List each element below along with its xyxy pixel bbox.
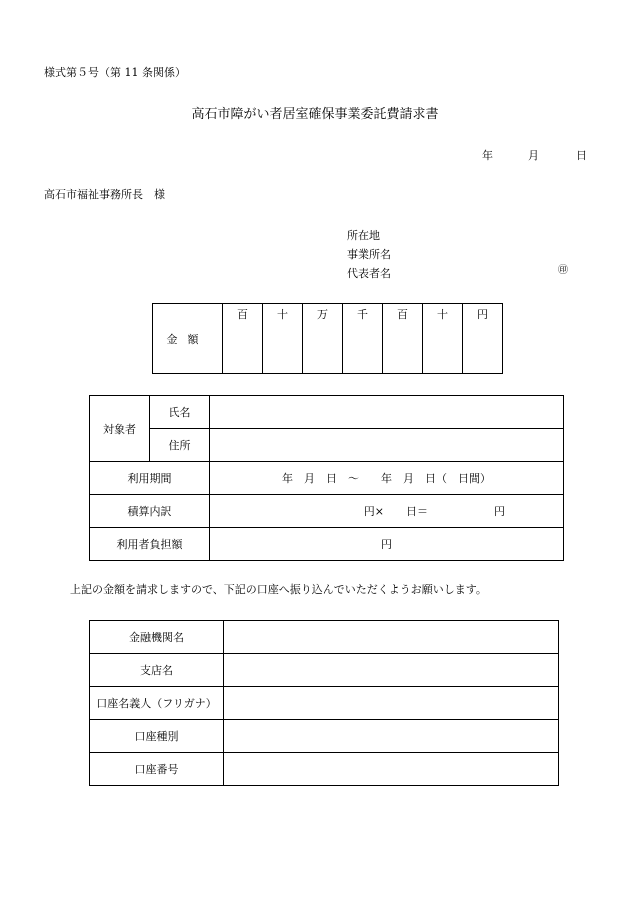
addressee: 高石市福祉事務所長 様 <box>44 188 165 201</box>
date-year-label: 年 <box>482 149 493 162</box>
amount-digit-ten-thousand-ten[interactable]: 十 <box>263 304 303 374</box>
bank-account-table <box>89 620 559 786</box>
amount-digit-ten[interactable]: 十 <box>423 304 463 374</box>
amount-digit-hundred-thousand[interactable]: 百 <box>223 304 263 374</box>
address-field[interactable] <box>210 429 564 462</box>
account-holder-label: 口座名義人（フリガナ） <box>90 687 224 720</box>
applicant-business-name-label: 事業所名 <box>347 248 391 261</box>
document-title: 高石市障がい者居室確保事業委託費請求書 <box>191 107 439 122</box>
name-field[interactable] <box>210 396 564 429</box>
address-label: 住所 <box>150 429 210 462</box>
account-type-field[interactable] <box>224 720 559 753</box>
branch-name-label: 支店名 <box>90 654 224 687</box>
account-holder-field[interactable] <box>224 687 559 720</box>
info-table <box>89 395 564 561</box>
account-number-field[interactable] <box>224 753 559 786</box>
branch-name-field[interactable] <box>224 654 559 687</box>
target-person-label: 対象者 <box>90 396 150 462</box>
amount-digit-ten-thousand[interactable]: 万 <box>303 304 343 374</box>
name-label: 氏名 <box>150 396 210 429</box>
applicant-address-label: 所在地 <box>347 229 380 242</box>
date-month-label: 月 <box>528 149 539 162</box>
bank-name-label: 金融機関名 <box>90 621 224 654</box>
amount-label: 金額 <box>153 304 223 374</box>
date-day-label: 日 <box>576 149 587 162</box>
form-number: 様式第５号（第 11 条関係） <box>44 66 186 79</box>
amount-digit-thousand[interactable]: 千 <box>343 304 383 374</box>
period-label: 利用期間 <box>90 462 210 495</box>
bank-name-field[interactable] <box>224 621 559 654</box>
amount-table <box>152 303 503 374</box>
seal-icon: ㊞ <box>558 265 568 276</box>
calc-field[interactable]: 円× 日＝ 円 <box>210 495 564 528</box>
calc-label: 積算内訳 <box>90 495 210 528</box>
amount-digit-hundred[interactable]: 百 <box>383 304 423 374</box>
burden-label: 利用者負担額 <box>90 528 210 561</box>
period-field[interactable]: 年 月 日 ～ 年 月 日（ 日間） <box>210 462 564 495</box>
amount-digit-yen[interactable]: 円 <box>463 304 503 374</box>
account-number-label: 口座番号 <box>90 753 224 786</box>
request-sentence: 上記の金額を請求しますので、下記の口座へ振り込んでいただくようお願いします。 <box>70 583 487 596</box>
applicant-representative-label: 代表者名 <box>347 267 391 280</box>
account-type-label: 口座種別 <box>90 720 224 753</box>
burden-field[interactable]: 円 <box>210 528 564 561</box>
